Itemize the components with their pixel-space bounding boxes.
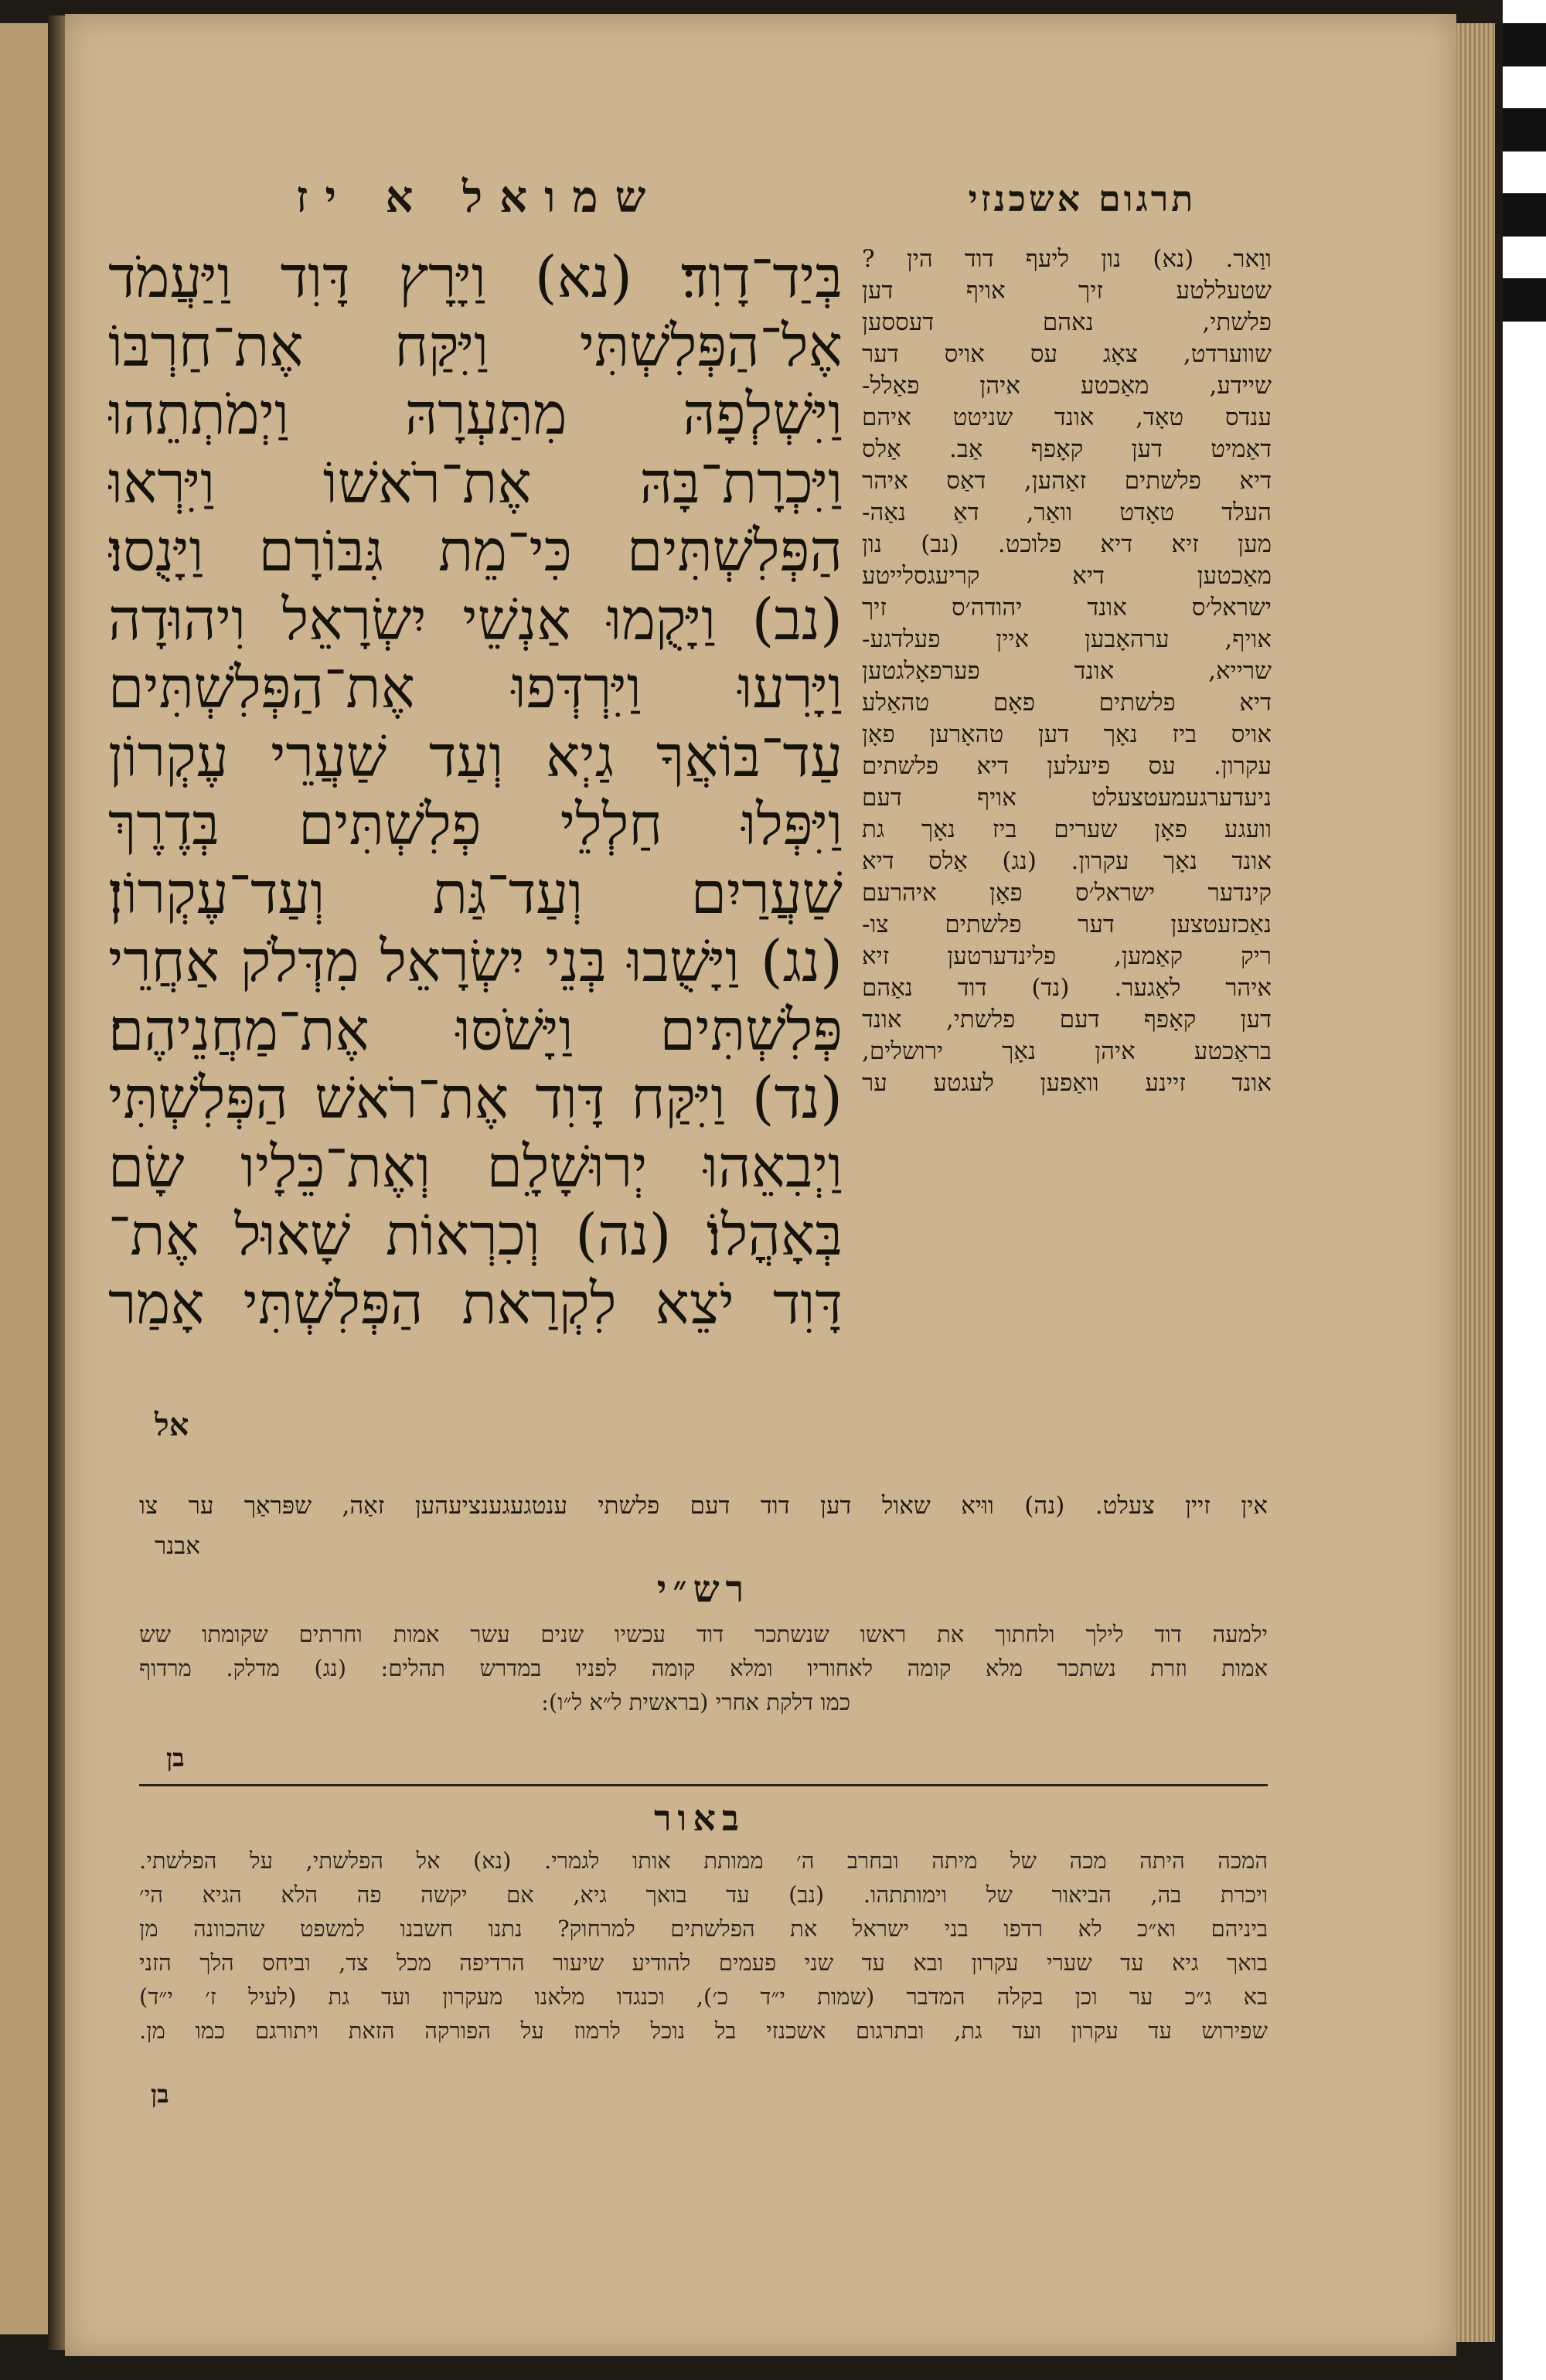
translation-line: ישראל׳ס אונד יהודה׳ס זיך bbox=[862, 594, 1272, 621]
main-text-line: (נב) וַיָּקֻמוּ אַנְשֵׁי יִשְׂרָאֵל וִיהוּדָה bbox=[108, 586, 843, 653]
translation-line: שרייא, אונד פערפאָלגטען bbox=[862, 657, 1272, 685]
rashi-heading: רש״י bbox=[656, 1568, 751, 1611]
translation-line: מאַכטען דיא קריעגסלייטע bbox=[862, 562, 1272, 590]
biur-line: בואך גיא עד שערי עקרון ובא עד שני פעמים להודיע שיעור הרדיפה מכל צד, וביחס הלך הזני bbox=[139, 1949, 1268, 1976]
translation-continuation-line: אין זיין צעלט. (נה) ווּיא שאול דען דוד דעם פלשתי ענטגעגענציעהען זאַה, שפּראַך ער צו bbox=[139, 1492, 1268, 1520]
translation-line: אונד זיינע וואַפען לעגטע ער bbox=[862, 1069, 1272, 1097]
translation-line: אויס ביז נאָך דען טהאָרען פאָן bbox=[862, 720, 1272, 748]
section-divider bbox=[139, 1784, 1268, 1786]
translation-line: מען זיא דיא פלוכט. (נב) נון bbox=[862, 530, 1272, 558]
translation-line: דאַמיט דען קאָפף אַב. אַלס bbox=[862, 435, 1272, 463]
translation-line: קינדער ישראל׳ס פאָן איהרעם bbox=[862, 879, 1272, 907]
main-text-line: וַיִּכְרָת־בָּהּ אֶת־רֹאשׁוֹ וַיִּרְאוּ bbox=[108, 449, 843, 516]
main-text-line: אֶל־הַפְּלִשְׁתִּי וַיִּקַּח אֶת־חַרְבּוֹ bbox=[108, 312, 843, 380]
translation-line: וועגע פאָן שערים ביז נאָך גת bbox=[862, 815, 1272, 843]
translation-line: אויף, ערהאָבען איין פעלדגע- bbox=[862, 625, 1272, 653]
main-text-line: וַיְבִאֵהוּ יְרוּשָׁלִָם וְאֶת־כֵּלָיו שָׂם bbox=[108, 1133, 843, 1200]
main-text-line: בְּיַד־דָוִד׃ (נא) וַיָּרָץ דָּוִד וַיַּעֲמֹד bbox=[108, 244, 843, 311]
running-head-book: שמואל א יז bbox=[295, 172, 663, 223]
translation-line: ווַאר. (נא) נון ליעף דוד הין ? bbox=[862, 245, 1272, 273]
main-text-line: עַד־בּוֹאֲךָ גַיְא וְעַד שַׁעֲרֵי עֶקְרוֹן bbox=[108, 723, 843, 790]
page-block-edge bbox=[1456, 23, 1495, 2342]
translation-line: נאַכזעטצען דער פלשתים צו- bbox=[862, 911, 1272, 938]
rashi-commentary bbox=[139, 1617, 1268, 1719]
main-text-line: שַׁעֲרַיִם וְעַד־גַּת וְעַד־עֶקְרוֹן׃ bbox=[108, 860, 843, 927]
translation-line: איהר לאַגער. (נד) דוד נאַהם bbox=[862, 974, 1272, 1002]
translation-line: דיא פלשתים פאָם טהאַלע bbox=[862, 689, 1272, 717]
main-text-line: וַיָּרִעוּ וַיִּרְדְּפוּ אֶת־הַפְּלִשְׁתִּים bbox=[108, 655, 843, 721]
biur-line: שפירוש עד עקרון ועד גת, ובתרגום אשכנזי בל נוכל לרמוז על הפורקה הזאת ויתורגם כמו מן. bbox=[139, 2017, 1268, 2044]
rashi-line: אמות וזרת נשתכר מלא קומה לאחוריו ומלא קומה לפניו במדרש תהלים: (נג) מדלק. מרדוף bbox=[139, 1655, 1268, 1681]
running-head-translation: תרגום אשכנזי bbox=[968, 178, 1197, 220]
biur-catchword: בן bbox=[151, 2079, 169, 2109]
translation-line: ענדס טאָד, אונד שניטט איהם bbox=[862, 403, 1272, 431]
book-gutter bbox=[48, 15, 65, 2350]
translation-line: שיידע, מאַכטע איהן פאַלל- bbox=[862, 372, 1272, 400]
translation-line: העלד טאָדט וואַר, דאַ נאַה- bbox=[862, 499, 1272, 526]
biur-line: המכה היתה מכה של מיתה ובחרב ה׳ ממותת אותו לגמרי. (נא) אל הפלשתי, על הפלשתי. bbox=[139, 1847, 1268, 1874]
biur-line: ביניהם וא״כ לא רדפו בני ישראל את הפלשתים למרחוק? נתנו חשבנו למשפט שהכוונה מן bbox=[139, 1915, 1268, 1942]
main-text-line: (נג) וַיָּשֻׁבוּ בְּנֵי יִשְׂרָאֵל מִדְּלֹק אַחֲרֵי bbox=[108, 928, 843, 995]
main-text-line: הַפְּלִשְׁתִּים כִּי־מֵת גִּבּוֹרָם וַיָּנֻסוּ׃ bbox=[108, 518, 843, 584]
main-text-line: וַיִּשְׁלְפָהּ מִתַּעְרָהּ וַיְמֹתְתֵהוּ bbox=[108, 381, 843, 448]
main-catchword: אל bbox=[155, 1407, 189, 1443]
translation-column bbox=[862, 243, 1272, 1099]
translation-line: דען קאָפף דעם פלשתי, אונד bbox=[862, 1006, 1272, 1033]
translation-line: ריק קאַמען, פלינדערטען זיא bbox=[862, 942, 1272, 970]
translation-line: ניעדערגעמעטצעלט אויף דעם bbox=[862, 784, 1272, 812]
translation-line: דיא פלשתים זאַהען, דאַס איהר bbox=[862, 467, 1272, 495]
translation-line: אונד נאָך עקרון. (נג) אַלס דיא bbox=[862, 847, 1272, 875]
rashi-line: ילמעה דוד לילך ולחתוך את ראשו שנשתכר דוד עכשיו שנים עשר אמות וחרתים שקומתו שש bbox=[139, 1621, 1268, 1647]
rashi-catchword: בן bbox=[166, 1743, 185, 1772]
biur-line: בא ג״כ ער וכן בקלה המדבר (שמות י״ד כ׳), וכנגדו מלאנו מעקרון ועד גת (לעיל ז׳ י״ד) bbox=[139, 1983, 1268, 2010]
translation-line: שטעללטע זיך אויף דען bbox=[862, 277, 1272, 305]
main-text-column bbox=[108, 243, 843, 1338]
translation-line: בראַכטע איהן נאָך ירושלים, bbox=[862, 1037, 1272, 1065]
main-text-line: (נד) וַיִּקַּח דָּוִד אֶת־רֹאשׁ הַפְּלִשְׁתִּי bbox=[108, 1065, 843, 1132]
translation-catchword: אבנר bbox=[155, 1532, 200, 1560]
biur-heading: באור bbox=[653, 1797, 746, 1839]
translation-line: שווערדט, צאָג עס אויס דער bbox=[862, 340, 1272, 368]
main-text-line: בְּאָהֳלוֹ׃ (נה) וְכִרְאוֹת שָׁאוּל אֶת־ bbox=[108, 1202, 843, 1268]
rashi-line: כמו דלקת אחרי (בראשית ל״א ל״ו): bbox=[541, 1689, 850, 1715]
translation-line: פלשתי, נאהם דעססען bbox=[862, 308, 1272, 336]
translation-line: עקרון. עס פיעלען דיא פלשתים bbox=[862, 752, 1272, 780]
biur-line: ויכרת בה, הביאור של וימותתהו. (נב) עד בואך גיא, אם יקשה פה הלא הגיא הי׳ bbox=[139, 1881, 1268, 1908]
main-text-line: וַיִּפְּלוּ חַלְלֵי פְלִשְׁתִּים בְּדֶרֶךְ bbox=[108, 792, 843, 858]
biur-commentary bbox=[139, 1844, 1268, 2048]
color-scale-ruler bbox=[1503, 0, 1546, 2380]
main-text-line: דָּוִד יֹצֵא לִקְרַאת הַפְּלִשְׁתִּי אָמַר bbox=[108, 1270, 843, 1337]
facing-page-edge bbox=[0, 23, 50, 2334]
main-text-line: פְּלִשְׁתִּים וַיָּשֹׁסּוּ אֶת־מַחֲנֵיהֶם׃ bbox=[108, 996, 843, 1064]
